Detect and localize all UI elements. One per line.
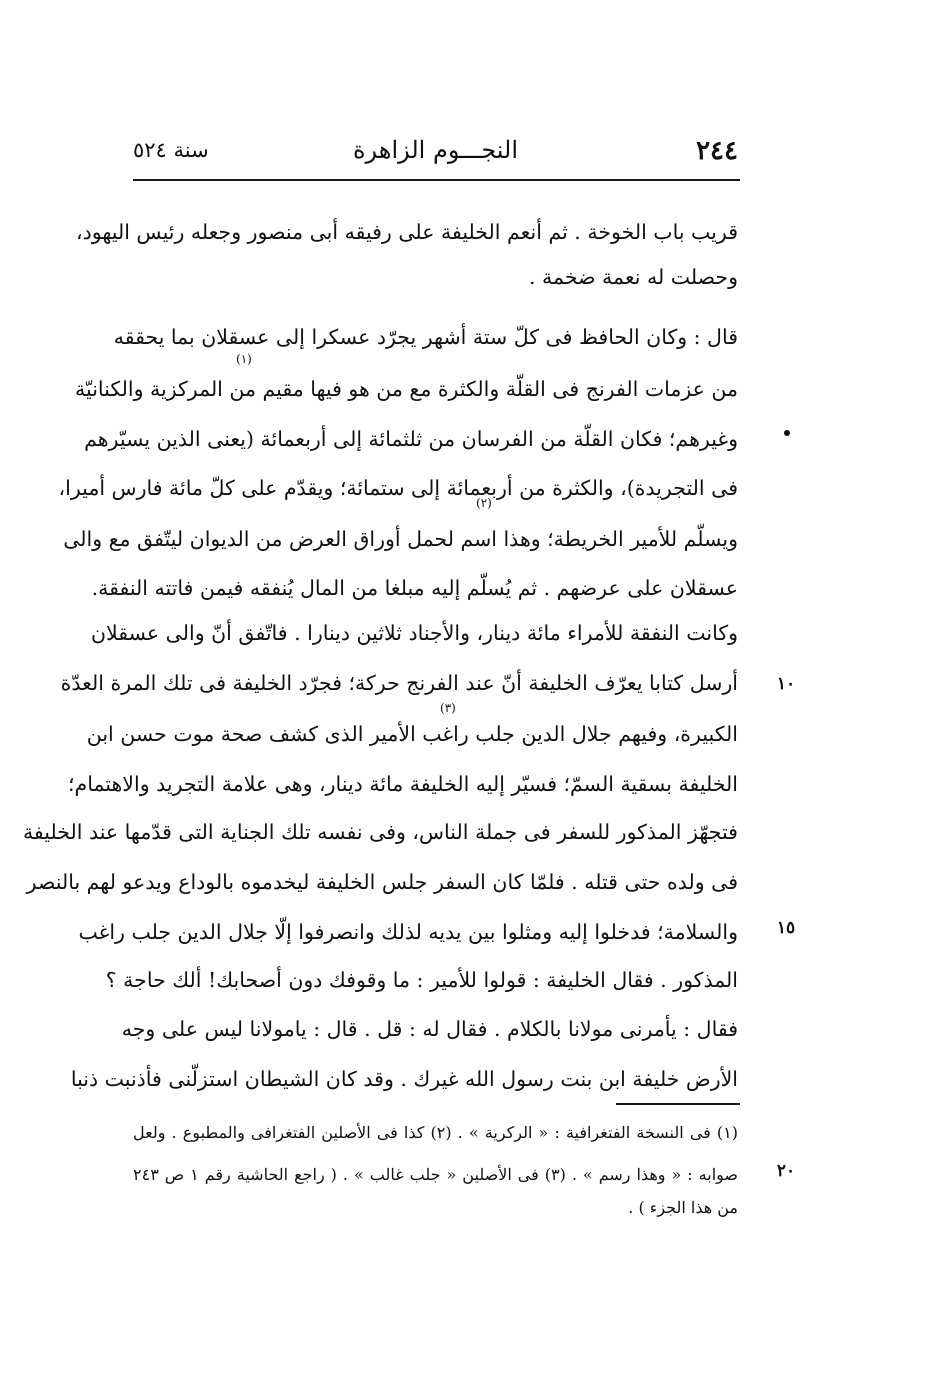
text-line: أرسل كتابا يعرّف الخليفة أنّ عند الفرنج حركة؛ فجرّد الخليفة فى تلك المرة العدّة	[60, 671, 738, 695]
page-number: ٢٤٤	[696, 136, 738, 166]
footnote-rule	[616, 1103, 740, 1105]
text-line: ويسلّم للأمير الخريطة؛ وهذا اسم لحمل أوراق العرض من الديوان ليتّفق مع والى	[63, 527, 738, 551]
text-line: فتجهّز المذكور للسفر فى جملة الناس، وفى نفسه تلك الجناية التى قدّمها عند الخليفة	[22, 820, 738, 844]
footnote-ref: (١)	[236, 352, 252, 366]
book-title: النجـــوم الزاهرة	[352, 136, 519, 164]
text-line: الخليفة بسقية السمّ؛ فسيّر إليه الخليفة مائة دينار، وهى علامة التجريد والاهتمام؛	[68, 772, 738, 796]
text-line: المذكور . فقال الخليفة : قولوا للأمير : ما وقوفك دون أصحابك! ألك حاجة ؟	[105, 968, 738, 992]
page-header	[133, 136, 738, 176]
footnote-line: صوابه : « وهذا رسم » . (٣) فى الأصلين « جلب غالب » . ( راجع الحاشية رقم ١ ص ٢٤٣	[133, 1165, 739, 1184]
footnote-line: من هذا الجزء ) .	[628, 1198, 738, 1217]
text-line: فى ولده حتى قتله . فلمّا كان السفر جلس الخليفة ليخدموه بالوداع ويدعو لهم بالنصر	[26, 870, 738, 894]
text-line: وكانت النفقة للأمراء مائة دينار، والأجناد ثلاثين دينارا . فاتّفق أنّ والى عسقلان	[90, 621, 738, 645]
text-line: قريب باب الخوخة . ثم أنعم الخليفة على رفيقه أبى منصور وجعله رئيس اليهود،	[76, 220, 738, 244]
margin-line-number: ٢٠	[776, 1161, 796, 1181]
text-line: الكبيرة، وفيهم جلال الدين جلب راغب الأمير الذى كشف صحة موت حسن ابن	[86, 722, 738, 746]
text-line: وحصلت له نعمة ضخمة .	[528, 265, 738, 289]
text-line: الأرض خليفة ابن بنت رسول الله غيرك . وقد كان الشيطان استزلّنى فأذنبت ذنبا	[70, 1067, 738, 1091]
text-line: فقال : يأمرنى مولانا بالكلام . فقال له : قل . قال : يامولانا ليس على وجه	[121, 1017, 738, 1041]
footnote-line: (١) فى النسخة الفتغرافية : « الركرية » . (٢) كذا فى الأصلين الفتغرافى والمطبوع . ولعل	[133, 1123, 738, 1142]
margin-line-number: ١٠	[776, 674, 796, 694]
text-line: وغيرهم؛ فكان القلّة من الفرسان من ثلثمائة إلى أربعمائة (يعنى الذين يسيّرهم	[84, 427, 738, 451]
text-line: عسقلان على عرضهم . ثم يُسلّم إليه مبلغا من المال يُنفقه فيمن فاتته النفقة.	[91, 576, 738, 600]
margin-line-number: ١٥	[776, 918, 796, 938]
header-rule	[133, 179, 740, 181]
margin-marker	[784, 430, 790, 436]
text-line: والسلامة؛ فدخلوا إليه ومثلوا بين يديه لذلك وانصرفوا إلّا جلال الدين جلب راغب	[78, 920, 738, 944]
footnote-ref: (٢)	[476, 496, 492, 510]
text-line: فى التجريدة)، والكثرة من أربعمائة إلى ستمائة؛ ويقدّم على كلّ مائة فارس أميرا،	[58, 476, 738, 500]
text-line: من عزمات الفرنج فى القلّة والكثرة مع من هو فيها مقيم من المركزية والكنانيّة	[75, 377, 738, 401]
footnote-ref: (٣)	[440, 701, 456, 715]
year-label: سنة ٥٢٤	[133, 138, 209, 162]
text-line: قال : وكان الحافظ فى كلّ ستة أشهر يجرّد عسكرا إلى عسقلان بما يحققه	[113, 325, 738, 349]
